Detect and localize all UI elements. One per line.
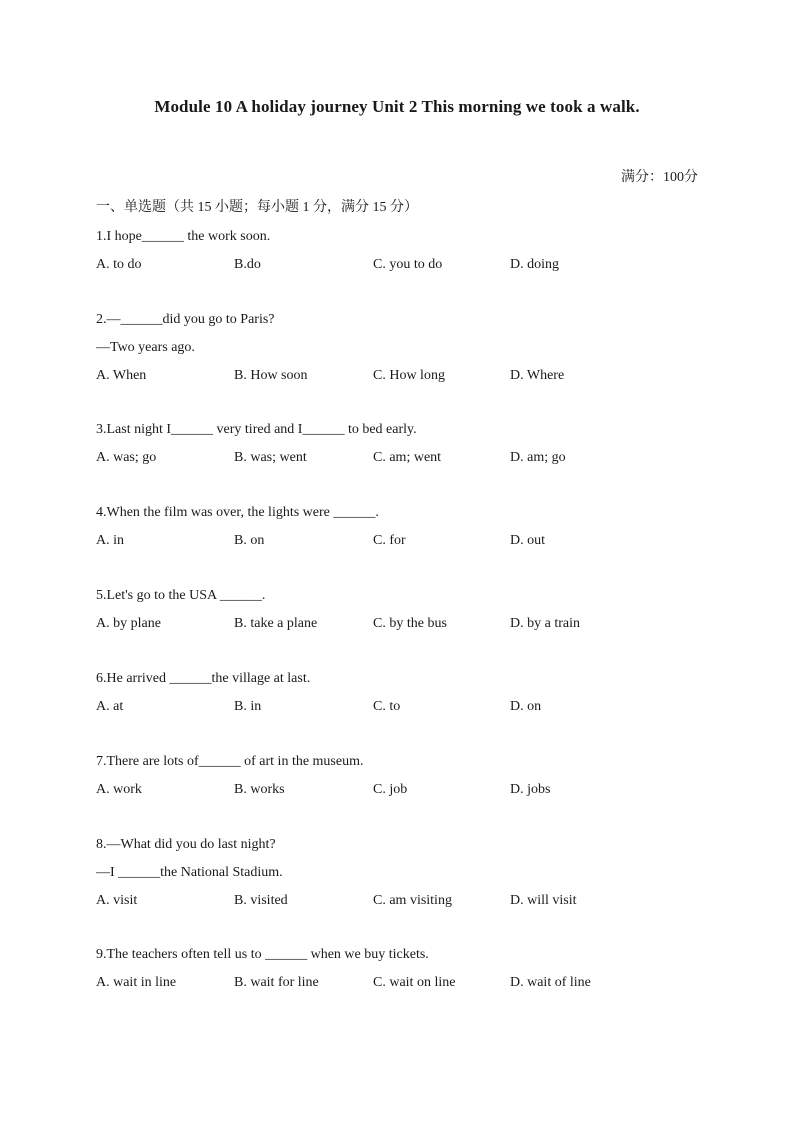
question-2 [96, 306, 716, 390]
question-9 [96, 941, 716, 997]
options-row [96, 887, 716, 915]
question-answer-line: —I ______the National Stadium. [96, 865, 283, 880]
options-row [96, 362, 716, 390]
option-a: A. wait in line [96, 975, 177, 990]
option-d: D. doing [510, 257, 559, 272]
question-6 [96, 665, 716, 721]
section-heading: 一、单选题（共 15 小题；每小题 1 分，满分 15 分） [96, 200, 418, 215]
question-1 [96, 223, 716, 279]
options-row [96, 527, 716, 555]
question-4 [96, 499, 716, 555]
question-8 [96, 831, 716, 915]
question-5 [96, 582, 716, 638]
option-d: D. out [510, 533, 545, 548]
option-c: C. for [373, 533, 406, 548]
option-a: A. was; go [96, 450, 157, 465]
option-a: A. to do [96, 257, 142, 272]
option-a: A. work [96, 782, 142, 797]
option-a: A. visit [96, 893, 138, 908]
option-d: D. by a train [510, 616, 580, 631]
option-b: B. in [234, 699, 262, 714]
option-c: C. am; went [373, 450, 442, 465]
options-row [96, 693, 716, 721]
option-c: C. am visiting [373, 893, 452, 908]
option-c: C. by the bus [373, 616, 447, 631]
option-b: B. wait for line [234, 975, 319, 990]
options-row [96, 444, 716, 472]
option-c: C. How long [373, 368, 445, 383]
option-b: B. on [234, 533, 265, 548]
question-stem: 2.—______did you go to Paris? [96, 312, 275, 327]
option-b: B. was; went [234, 450, 307, 465]
option-a: A. in [96, 533, 124, 548]
question-answer-line: —Two years ago. [96, 340, 195, 355]
option-b: B. take a plane [234, 616, 318, 631]
option-c: C. wait on line [373, 975, 456, 990]
question-stem: 3.Last night I______ very tired and I______ to bed early. [96, 422, 417, 437]
option-b: B. How soon [234, 368, 308, 383]
options-row [96, 610, 716, 638]
question-stem: 7.There are lots of______ of art in the museum. [96, 754, 364, 769]
option-d: D. will visit [510, 893, 577, 908]
question-stem: 6.He arrived ______the village at last. [96, 671, 311, 686]
option-b: B. works [234, 782, 285, 797]
option-a: A. at [96, 699, 124, 714]
page-title: Module 10 A holiday journey Unit 2 This morning we took a walk. [154, 97, 640, 116]
option-d: D. jobs [510, 782, 551, 797]
question-stem: 9.The teachers often tell us to ______ when we buy tickets. [96, 947, 429, 962]
option-d: D. on [510, 699, 542, 714]
option-b: B.do [234, 257, 261, 272]
full-score: 满分：100分 [621, 170, 698, 185]
option-b: B. visited [234, 893, 288, 908]
question-stem: 5.Let's go to the USA ______. [96, 588, 266, 603]
question-3 [96, 416, 716, 472]
option-d: D. Where [510, 368, 565, 383]
option-a: A. When [96, 368, 147, 383]
options-row [96, 969, 716, 997]
option-c: C. to [373, 699, 401, 714]
question-stem: 1.I hope______ the work soon. [96, 229, 271, 244]
question-stem: 4.When the film was over, the lights were ______. [96, 505, 379, 520]
option-c: C. job [373, 782, 408, 797]
option-a: A. by plane [96, 616, 161, 631]
question-7 [96, 748, 716, 804]
option-d: D. am; go [510, 450, 566, 465]
options-row [96, 251, 716, 279]
option-c: C. you to do [373, 257, 443, 272]
question-stem: 8.—What did you do last night? [96, 837, 276, 852]
options-row [96, 776, 716, 804]
option-d: D. wait of line [510, 975, 591, 990]
